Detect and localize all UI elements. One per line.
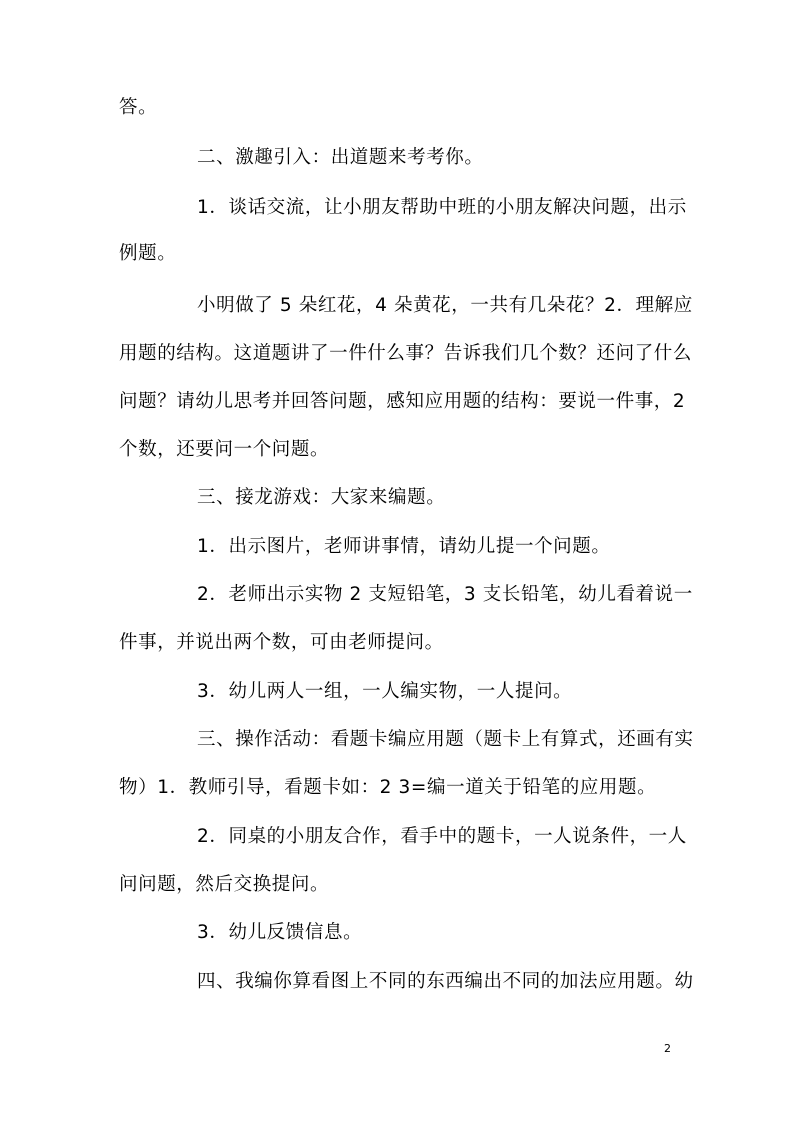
text-line-13: 3．幼儿两人一组，一人编实物，一人提问。: [197, 681, 573, 702]
page-number: 2: [664, 1042, 671, 1055]
text-line-10: 1．出示图片，老师讲事情，请幼儿提一个问题。: [197, 536, 611, 557]
text-line-17: 问问题，然后交换提问。: [119, 874, 330, 895]
text-line-5: 小明做了 5 朵红花，4 朵黄花，一共有几朵花？2．理解应: [197, 295, 693, 316]
text-line-3: 1．谈话交流，让小朋友帮助中班的小朋友解决问题，出示: [197, 197, 687, 218]
text-line-18: 3．幼儿反馈信息。: [197, 922, 363, 943]
text-line-6: 用题的结构。这道题讲了一件什么事？告诉我们几个数？还问了什么: [119, 343, 693, 364]
text-line-16: 2．同桌的小朋友合作，看手中的题卡，一人说条件，一人: [197, 826, 687, 847]
text-line-12: 件事，并说出两个数，可由老师提问。: [119, 632, 444, 653]
text-line-7: 问题？请幼儿思考并回答问题，感知应用题的结构：要说一件事，2: [119, 391, 686, 412]
text-line-4: 例题。: [119, 243, 177, 264]
section-heading-2: 二、激趣引入：出道题来考考你。: [197, 147, 484, 168]
text-line-8: 个数，还要问一个问题。: [119, 439, 330, 460]
section-heading-4: 三、操作活动：看题卡编应用题（题卡上有算式，还画有实: [197, 729, 694, 750]
text-line-15: 物）1．教师引导，看题卡如：2 3=编一道关于铅笔的应用题。: [119, 777, 657, 798]
section-heading-3: 三、接龙游戏：大家来编题。: [197, 487, 446, 508]
text-line-11: 2．老师出示实物 2 支短铅笔，3 支长铅笔，幼儿看着说一: [197, 584, 693, 605]
text-line-1: 答。: [119, 97, 158, 118]
section-heading-5: 四、我编你算看图上不同的东西编出不同的加法应用题。幼: [197, 971, 694, 992]
